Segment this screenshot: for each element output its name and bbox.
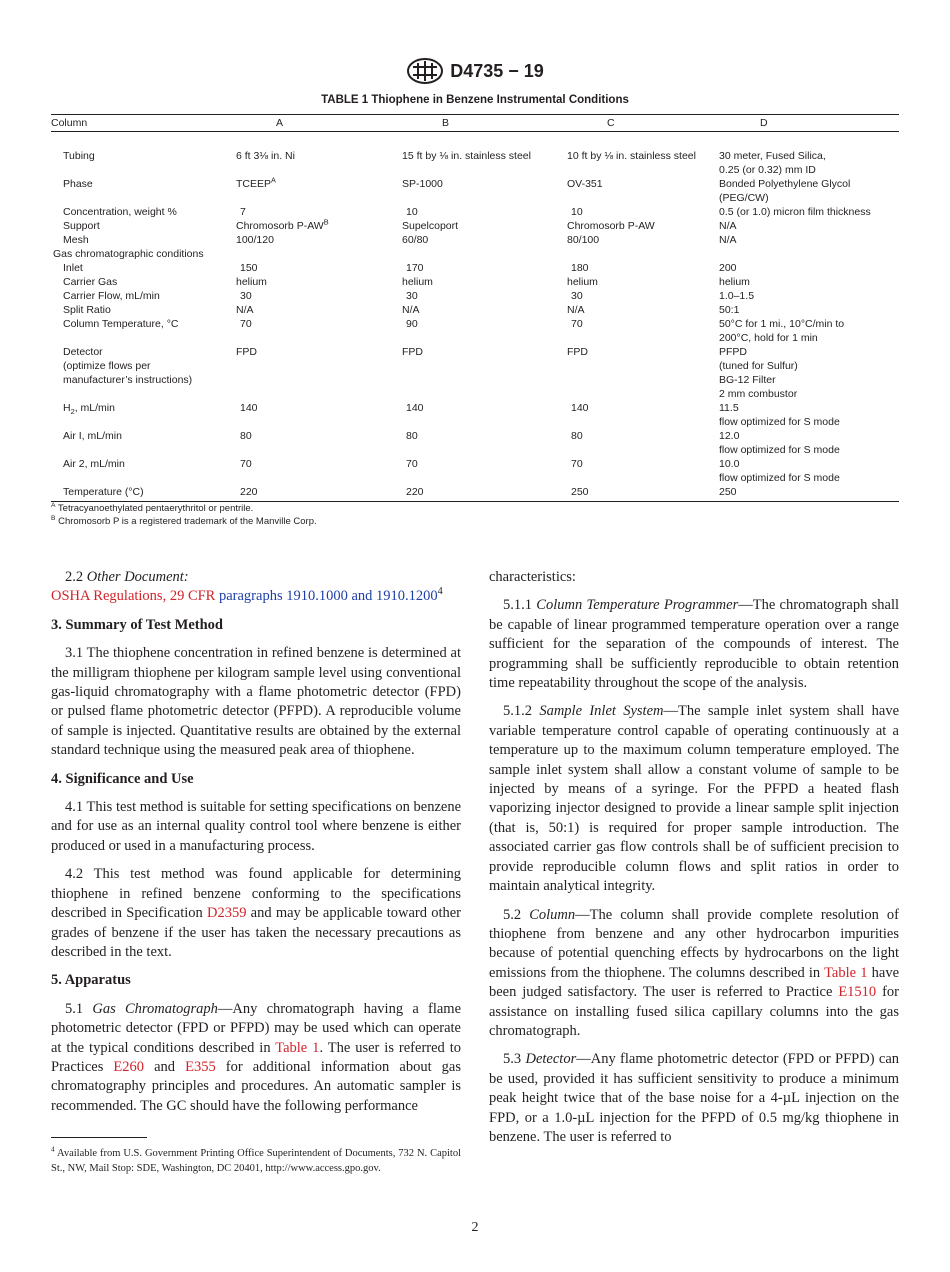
cell-c: 30	[571, 290, 583, 302]
section-4-heading: 4. Significance and Use	[51, 770, 194, 787]
column-header: B	[442, 117, 450, 129]
cell-b: 80	[406, 430, 418, 442]
cell-d: 30 meter, Fused Silica,	[719, 150, 826, 162]
row-label: Tubing	[63, 150, 95, 162]
cell-a: N/A	[236, 304, 254, 316]
cell-d: helium	[719, 276, 750, 288]
cell-c: FPD	[567, 346, 588, 358]
cell-a: 150	[240, 262, 258, 274]
cell-c: 180	[571, 262, 589, 274]
cell-d: 50:1	[719, 304, 740, 316]
row-label: Support	[63, 220, 100, 232]
table-1-link[interactable]: Table 1	[275, 1039, 320, 1056]
osha-reference: OSHA Regulations, 29 CFR paragraphs 1910.1000 and 1910.1200$^4$	[51, 586, 443, 605]
cell-b: 220	[406, 486, 424, 498]
page-number: 2	[471, 1220, 479, 1235]
row-label: Air I, mL/min	[63, 430, 122, 442]
row-label: Carrier Flow, mL/min	[63, 290, 160, 302]
cell-d: 200	[719, 262, 737, 274]
table-footnotes	[51, 502, 317, 528]
row-label: Detector	[63, 346, 103, 358]
right-column	[489, 568, 899, 1147]
cell-d: 12.0	[719, 430, 740, 442]
cell-b: 15 ft by ⅛ in. stainless steel	[402, 150, 531, 162]
cell-a: 6 ft 3⅛ in. Ni	[236, 150, 295, 162]
footnote-4: $^4$ Available from U.S. Government Printing Office Superintendent of Documents, 732 N. Capitol St., NW, Mail Stop: SDE, Washington, DC 20401, http://www.access.gpo.gov.	[51, 1144, 461, 1174]
section-5-1-2: 5.1.2 Sample Inlet System—The sample inlet system shall have variable temperature control capable of operating continuously at a temperature up to the maximum column temperature employed. The sample inlet system shall allow a constant volume of sample to be injected by means of a syringe. For the PFPD a heated flash vaporizing injector designed to provide a linear sample split injection (that is, 50:1) is required for proper sample introduction. The associated carrier gas flow controls shall be of sufficient precision to provide reproducible column flows and split ratios in order to maintain analytical integrity.	[489, 703, 900, 895]
cell-b: 70	[406, 458, 418, 470]
cell-a: 7	[240, 206, 246, 218]
row-label: (optimize flows per	[63, 360, 151, 372]
table-footnote: $^A$ Tetracyanoethylated pentaerythritol or pentrile.	[51, 501, 254, 514]
cell-a: Chromosorb $P-AW^B$	[236, 217, 329, 232]
row-label: manufacturer’s instructions)	[63, 374, 193, 386]
row-label: $H_2$, mL/min	[63, 402, 115, 417]
cell-b: 10	[406, 206, 418, 218]
cell-d: Bonded Polyethylene Glycol	[719, 178, 851, 190]
cell-a: FPD	[236, 346, 257, 358]
cell-b: FPD	[402, 346, 423, 358]
row-label: Carrier Gas	[63, 276, 118, 288]
standard-designation: D4735 − 19	[450, 60, 544, 81]
cell-d: flow optimized for S mode	[719, 472, 840, 484]
footnote-divider	[51, 1137, 147, 1138]
row-label: Temperature (°C)	[63, 486, 144, 498]
cell-a: 80	[240, 430, 252, 442]
cell-b: 170	[406, 262, 424, 274]
section-5-1-continued: characteristics:	[489, 569, 576, 585]
row-label: Mesh	[63, 234, 89, 246]
row-label: Air 2, mL/min	[63, 458, 125, 470]
cell-b: 60/80	[402, 234, 429, 246]
cell-d: 11.5	[719, 402, 739, 414]
cell-b: helium	[402, 276, 433, 288]
section-2-2: 2.2 Other Document:	[65, 569, 189, 585]
e355-link[interactable]: E355	[185, 1058, 216, 1075]
cell-d: N/A	[719, 220, 737, 232]
d2359-link[interactable]: D2359	[206, 905, 247, 922]
cell-b: 90	[406, 318, 418, 330]
row-label: Split Ratio	[63, 304, 111, 316]
cell-a: 140	[240, 402, 258, 414]
cell-c: 10 ft by ⅛ in. stainless steel	[567, 150, 696, 162]
section-3-1: 3.1 The thiophene concentration in refined benzene is determined at the milligram thiophene per kilogram sample level using conventional gas-liquid chromatography with a flame photometric detector (FPD) or pulsed flame photometric detector (PFPD). A reproducible volume of sample is injected. Quantitative results are obtained by the external standard technique using the measured peak area of thiophene.	[51, 645, 461, 759]
cell-a: helium	[236, 276, 267, 288]
row-label: Column Temperature, °C	[63, 318, 179, 330]
cell-d: 1.0–1.5	[719, 290, 755, 302]
section-5-1: 5.1 Gas Chromatograph—Any chromatograph having a flame photometric detector (FPD or PFPD) may be used which can operate at the typical conditions described in Table 1. The user is referred to Practices E260 and E355 for additional information about gas chromatography principles and procedures. An automatic sampler is recommended. The GC should have the following performance	[51, 1000, 462, 1114]
section-4-1: 4.1 This test method is suitable for setting specifications on benzene and for use as an internal quality control tool where benzene is either produced or used in a manufacturing process.	[51, 799, 461, 854]
cell-b: N/A	[402, 304, 420, 316]
cell-d: PFPD	[719, 346, 748, 358]
section-5-1-1: 5.1.1 Column Temperature Programmer—The chromatograph shall be capable of linear programmed temperature operation over a range sufficient for the separation of the compounds of interest. The programming shall be sufficiently reproducible to obtain retention time repeatability throughout the scope of the analysis.	[489, 597, 900, 692]
section-5-2: 5.2 Column—The column shall provide complete resolution of thiophene from benzene and any other hydrocarbon impurities because of potential quenching effects by hydrocarbons on the light emissions from the thiophene. The columns described in Table 1 have been judged satisfactory. The user is referred to Practice E1510 for assistance on installing fused silica capillary columns into the gas chromatograph.	[489, 906, 900, 1039]
cell-c: N/A	[567, 304, 585, 316]
section-5-3: 5.3 Detector—Any flame photometric detector (FPD or PFPD) can be used, provided it has sufficient sensitivity to produce a minimum peak height twice that of the base noise for a 4-µL injection on the FPD, or a 1.0-µL injection for the PFPD of 0.5 mg/kg thiophene in benzene. The user is referred to	[489, 1051, 900, 1145]
cell-a: 70	[240, 458, 252, 470]
cell-d: 0.5 (or 1.0) micron film thickness	[719, 206, 871, 218]
cell-c: OV-351	[567, 178, 603, 190]
cell-d: 50°C for 1 mi., 10°C/min to	[719, 318, 845, 330]
cell-c: 70	[571, 458, 583, 470]
cell-d: BG-12 Filter	[719, 374, 776, 386]
row-label: Concentration, weight %	[63, 206, 177, 218]
cell-b: 30	[406, 290, 418, 302]
column-header: C	[607, 117, 615, 129]
cell-c: 10	[571, 206, 583, 218]
cell-b: SP-1000	[402, 178, 443, 190]
osha-link[interactable]: OSHA Regulations, 29 CFR	[51, 588, 216, 605]
cell-d: (PEG/CW)	[719, 192, 769, 204]
cell-d: flow optimized for S mode	[719, 444, 840, 456]
cell-a: $TCEEP^A$	[236, 175, 276, 190]
table-title: TABLE 1 Thiophene in Benzene Instrumental Conditions	[321, 94, 629, 106]
cell-d: 10.0	[719, 458, 740, 470]
cell-c: 80/100	[567, 234, 600, 246]
cell-d: (tuned for Sulfur)	[719, 360, 798, 372]
cell-b: 140	[406, 402, 424, 414]
cell-a: 100/120	[236, 234, 274, 246]
table-section-label: Gas chromatographic conditions	[53, 248, 204, 260]
cell-d: 0.25 (or 0.32) mm ID	[719, 164, 816, 176]
row-label: Inlet	[63, 262, 83, 274]
table-header-rule	[51, 131, 899, 132]
cell-d: 200°C, hold for 1 min	[719, 332, 818, 344]
column-header: Column	[51, 117, 88, 129]
cell-c: helium	[567, 276, 598, 288]
table-footnote: $^B$ Chromosorb P is a registered trademark of the Manville Corp.	[51, 514, 317, 527]
cell-c: 70	[571, 318, 583, 330]
cell-b: Supelcoport	[402, 220, 459, 232]
column-header: D	[760, 117, 768, 129]
left-column	[51, 568, 461, 1116]
cell-d: flow optimized for S mode	[719, 416, 840, 428]
cell-a: 220	[240, 486, 258, 498]
table-top-rule	[51, 114, 899, 115]
table-1-link[interactable]: Table 1	[824, 964, 868, 981]
column-header: A	[276, 117, 284, 129]
cell-c: 140	[571, 402, 589, 414]
cell-c: 250	[571, 486, 589, 498]
cell-c: Chromosorb P-AW	[567, 220, 655, 232]
cell-d: 2 mm combustor	[719, 388, 798, 400]
cell-c: 80	[571, 430, 583, 442]
section-4-2: 4.2 This test method was found applicable for determining thiophene in refined benzene conforming to the specifications described in Specification D2359 and may be applicable toward other grades of benzene if the user has taken the necessary precautions as described in the text.	[51, 866, 461, 960]
section-3-heading: 3. Summary of Test Method	[51, 616, 223, 633]
cell-a: 30	[240, 290, 252, 302]
cell-d: N/A	[719, 234, 737, 246]
row-label: Phase	[63, 178, 93, 190]
astm-logo-icon	[406, 58, 444, 84]
cell-d: 250	[719, 486, 737, 498]
page-header	[0, 58, 950, 84]
section-5-heading: 5. Apparatus	[51, 972, 131, 989]
cell-a: 70	[240, 318, 252, 330]
e1510-link[interactable]: E1510	[838, 984, 877, 1001]
e260-link[interactable]: E260	[113, 1058, 145, 1075]
